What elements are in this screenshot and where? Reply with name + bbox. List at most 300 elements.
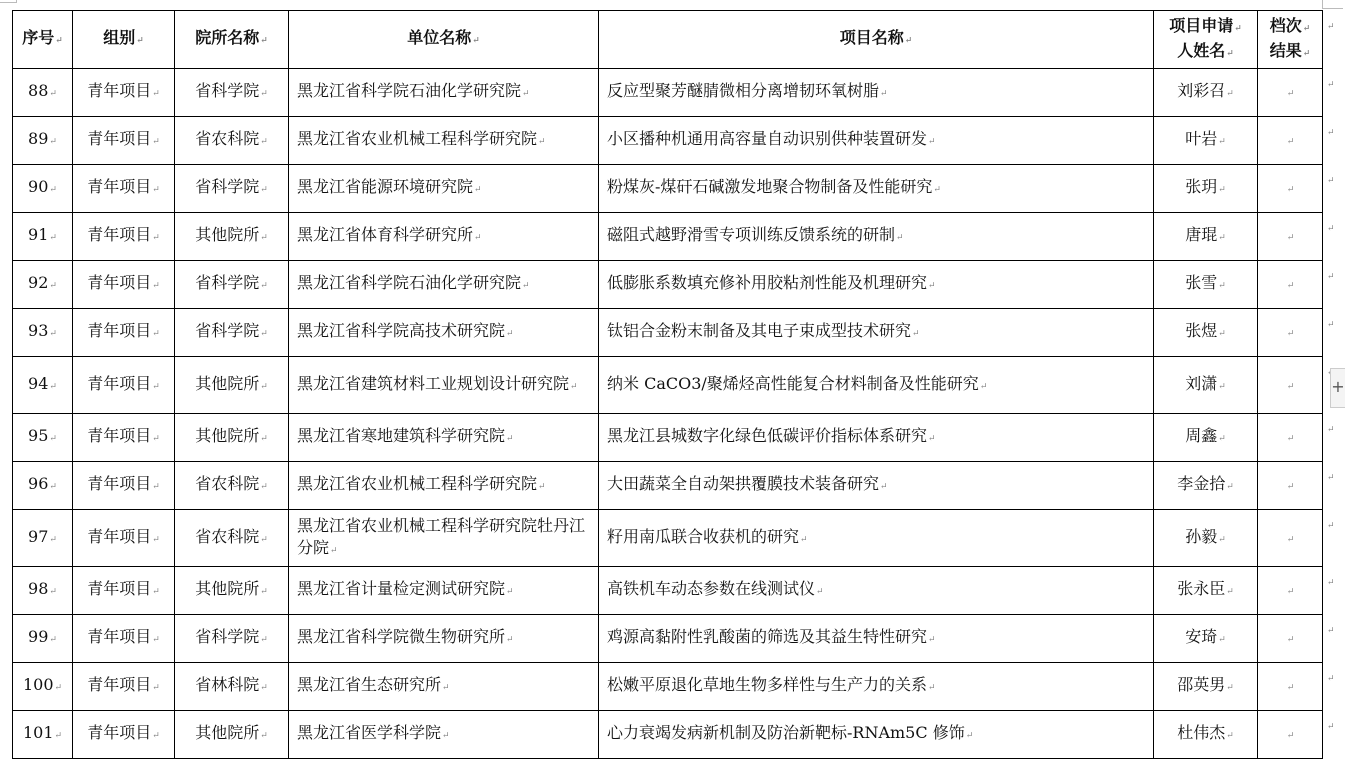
project-table (12, 10, 1323, 759)
end-of-row-mark-icon (1327, 473, 1335, 483)
paragraph-mark-icon (152, 535, 160, 545)
cell-applicant[interactable] (1154, 567, 1258, 615)
cell-institute[interactable] (175, 615, 289, 663)
paragraph-mark-icon (1287, 233, 1295, 243)
cell-applicant[interactable] (1154, 213, 1258, 261)
paragraph-mark-icon (506, 329, 514, 339)
cell-unit-text: 黑龙江省农业机械工程科学研究院牡丹江分院 (297, 515, 586, 557)
cell-group[interactable] (73, 663, 175, 711)
end-of-row-mark-icon (1327, 128, 1335, 138)
cell-institute[interactable] (175, 510, 289, 567)
cell-applicant[interactable] (1154, 711, 1258, 759)
end-of-row-mark-icon (1327, 272, 1335, 282)
paragraph-mark-icon (260, 683, 268, 693)
cell-result[interactable] (1258, 567, 1323, 615)
paragraph-mark-icon (1218, 434, 1226, 444)
cell-project[interactable] (599, 117, 1154, 165)
paragraph-mark-icon (1287, 482, 1295, 492)
cell-applicant-text: 张玥 (1185, 177, 1218, 196)
table-row (13, 414, 1323, 462)
cell-seq[interactable] (13, 663, 73, 711)
cell-seq[interactable] (13, 711, 73, 759)
cell-unit-text: 黑龙江省农业机械工程科学研究院 (297, 474, 538, 493)
cell-applicant[interactable] (1154, 615, 1258, 663)
cell-seq[interactable] (13, 69, 73, 117)
cell-applicant-text: 张永臣 (1177, 579, 1226, 598)
cell-project[interactable] (599, 165, 1154, 213)
paragraph-mark-icon (1218, 185, 1226, 195)
table-row (13, 462, 1323, 510)
cell-unit[interactable] (289, 261, 599, 309)
cell-group-text: 青年项目 (87, 273, 152, 292)
header-result: 档次 ↵ 结果 ↵ (1258, 11, 1323, 69)
cell-project-text: 大田蔬菜全自动架拱覆膜技术装备研究 (607, 474, 880, 493)
paragraph-mark-icon (152, 683, 160, 693)
table-row (13, 69, 1323, 117)
paragraph-mark-icon (880, 89, 888, 99)
paragraph-mark-icon (1287, 731, 1295, 741)
cell-unit-text: 黑龙江省生态研究所 (297, 675, 442, 694)
paragraph-mark-icon (1226, 683, 1234, 693)
cell-institute-text: 省科学院 (195, 177, 260, 196)
cell-project-text: 松嫩平原退化草地生物多样性与生产力的关系 (607, 675, 928, 694)
cell-applicant-text: 邵英男 (1177, 675, 1226, 694)
cell-seq[interactable] (13, 615, 73, 663)
cell-result[interactable] (1258, 309, 1323, 357)
cell-seq-text: 90 (28, 177, 49, 196)
cell-institute[interactable] (175, 414, 289, 462)
cell-institute-text: 省科学院 (195, 627, 260, 646)
cell-unit-text: 黑龙江省科学院石油化学研究院 (297, 81, 522, 100)
cell-institute-text: 其他院所 (195, 723, 260, 742)
paragraph-mark-icon (260, 137, 268, 147)
cell-group[interactable] (73, 414, 175, 462)
cell-result[interactable] (1258, 462, 1323, 510)
table-row (13, 663, 1323, 711)
paragraph-mark-icon (522, 281, 530, 291)
paragraph-mark-icon (260, 233, 268, 243)
cell-seq-text: 100 (22, 675, 54, 694)
paragraph-mark-icon (49, 89, 57, 99)
paragraph-mark-icon (49, 233, 57, 243)
cell-seq-text: 96 (28, 474, 49, 493)
paragraph-mark-icon (538, 137, 546, 147)
cell-unit[interactable] (289, 567, 599, 615)
paragraph-mark-icon (152, 587, 160, 597)
cell-institute-text: 省农科院 (195, 474, 260, 493)
cell-unit[interactable] (289, 615, 599, 663)
cell-unit[interactable] (289, 357, 599, 414)
cell-unit[interactable] (289, 510, 599, 567)
cell-unit[interactable] (289, 165, 599, 213)
cell-group[interactable] (73, 117, 175, 165)
end-of-row-mark-icon (1327, 578, 1335, 588)
paragraph-mark-icon (1218, 281, 1226, 291)
paragraph-mark-icon (933, 185, 941, 195)
cell-group-text: 青年项目 (87, 579, 152, 598)
paragraph-mark-icon (966, 731, 974, 741)
cell-seq-text: 91 (28, 225, 49, 244)
cell-seq[interactable] (13, 213, 73, 261)
paragraph-mark-icon (928, 137, 936, 147)
header-institute: 院所名称 ↵ (175, 11, 289, 69)
cell-institute-text: 省农科院 (195, 129, 260, 148)
paragraph-mark-icon (152, 89, 160, 99)
paragraph-mark-icon (442, 683, 450, 693)
cell-applicant[interactable] (1154, 462, 1258, 510)
cell-result[interactable] (1258, 357, 1323, 414)
header-group: 组别 ↵ (73, 11, 175, 69)
paragraph-mark-icon (49, 137, 57, 147)
cell-institute[interactable] (175, 357, 289, 414)
cell-institute[interactable] (175, 165, 289, 213)
cell-result[interactable] (1258, 711, 1323, 759)
paragraph-mark-icon (506, 587, 514, 597)
paragraph-mark-icon (1287, 382, 1295, 392)
paragraph-mark-icon (1287, 281, 1295, 291)
cell-unit-text: 黑龙江省建筑材料工业规划设计研究院 (297, 373, 570, 393)
end-of-row-mark-icon (1327, 224, 1335, 234)
cell-seq[interactable] (13, 117, 73, 165)
cell-applicant-text: 刘潇 (1185, 373, 1218, 393)
cell-group-text: 青年项目 (87, 129, 152, 148)
paragraph-mark-icon (1287, 683, 1295, 693)
cell-group-text: 青年项目 (87, 373, 152, 393)
cell-project[interactable] (599, 462, 1154, 510)
paragraph-mark-icon (928, 683, 936, 693)
cell-applicant[interactable] (1154, 510, 1258, 567)
cell-project[interactable] (599, 510, 1154, 567)
cell-seq-text: 99 (28, 627, 49, 646)
paragraph-mark-icon (1287, 535, 1295, 545)
paragraph-mark-icon (570, 382, 578, 392)
cell-unit[interactable] (289, 309, 599, 357)
paragraph-mark-icon (506, 635, 514, 645)
cell-seq[interactable] (13, 357, 73, 414)
cell-unit-text: 黑龙江省能源环境研究院 (297, 177, 474, 196)
cell-institute-text: 其他院所 (195, 579, 260, 598)
cell-seq-text: 94 (28, 373, 49, 393)
paragraph-mark-icon (928, 281, 936, 291)
cell-applicant[interactable] (1154, 663, 1258, 711)
paragraph-mark-icon (1287, 137, 1295, 147)
paragraph-mark-icon (49, 382, 57, 392)
cell-group[interactable] (73, 462, 175, 510)
cell-group-text: 青年项目 (87, 627, 152, 646)
cell-project-text: 钛铝合金粉末制备及其电子束成型技术研究 (607, 321, 912, 340)
cell-applicant-text: 孙毅 (1185, 526, 1218, 546)
paragraph-mark-icon (880, 482, 888, 492)
cell-applicant-text: 李金拾 (1177, 474, 1226, 493)
cell-applicant-text: 安琦 (1185, 627, 1218, 646)
cell-seq[interactable] (13, 414, 73, 462)
cell-institute[interactable] (175, 711, 289, 759)
cell-seq[interactable] (13, 567, 73, 615)
cell-institute[interactable] (175, 261, 289, 309)
cell-result[interactable] (1258, 261, 1323, 309)
cell-group[interactable] (73, 165, 175, 213)
paragraph-mark-icon (49, 281, 57, 291)
cell-result[interactable] (1258, 69, 1323, 117)
cell-project[interactable] (599, 261, 1154, 309)
cell-project[interactable] (599, 309, 1154, 357)
paragraph-mark-icon (152, 635, 160, 645)
table-header-row (13, 11, 1323, 69)
paragraph-mark-icon (474, 185, 482, 195)
cell-unit-text: 黑龙江省科学院石油化学研究院 (297, 273, 522, 292)
page-corner-mark (0, 0, 17, 3)
paragraph-mark-icon (49, 329, 57, 339)
paragraph-mark-icon (1218, 635, 1226, 645)
cell-applicant-text: 张煜 (1185, 321, 1218, 340)
paragraph-mark-icon (1226, 89, 1234, 99)
cell-institute-text: 省林科院 (195, 675, 260, 694)
paragraph-mark-icon (49, 434, 57, 444)
cell-applicant[interactable] (1154, 414, 1258, 462)
cell-seq[interactable] (13, 510, 73, 567)
cell-unit[interactable] (289, 462, 599, 510)
paragraph-mark-icon (538, 482, 546, 492)
table-row (13, 117, 1323, 165)
paragraph-mark-icon (1218, 329, 1226, 339)
cell-seq-text: 89 (28, 129, 49, 148)
cell-institute-text: 其他院所 (195, 426, 260, 445)
cell-applicant[interactable] (1154, 117, 1258, 165)
table-row (13, 711, 1323, 759)
paragraph-mark-icon (1287, 329, 1295, 339)
cell-unit-text: 黑龙江省计量检定测试研究院 (297, 579, 506, 598)
cell-result[interactable] (1258, 510, 1323, 567)
cell-group[interactable] (73, 567, 175, 615)
cell-seq-text: 98 (28, 579, 49, 598)
paragraph-mark-icon (1218, 233, 1226, 243)
cell-unit[interactable] (289, 213, 599, 261)
cell-project-text: 低膨胀系数填充修补用胶粘剂性能及机理研究 (607, 273, 928, 292)
cell-seq-text: 101 (22, 723, 54, 742)
cell-project-text: 粉煤灰-煤矸石碱激发地聚合物制备及性能研究 (607, 177, 933, 196)
paragraph-mark-icon (260, 535, 268, 545)
cell-unit-text: 黑龙江省科学院高技术研究院 (297, 321, 506, 340)
cell-project-text: 磁阻式越野滑雪专项训练反馈系统的研制 (607, 225, 896, 244)
cell-group[interactable] (73, 213, 175, 261)
paragraph-mark-icon (800, 535, 808, 545)
cell-institute[interactable] (175, 663, 289, 711)
cell-group-text: 青年项目 (87, 225, 152, 244)
cell-applicant[interactable] (1154, 69, 1258, 117)
paragraph-mark-icon (49, 635, 57, 645)
paragraph-mark-icon (152, 233, 160, 243)
paragraph-mark-icon (260, 482, 268, 492)
cell-group[interactable] (73, 69, 175, 117)
paragraph-mark-icon (55, 731, 63, 741)
cell-result[interactable] (1258, 663, 1323, 711)
paragraph-mark-icon (49, 535, 57, 545)
page-corner-mark (1322, 0, 1343, 9)
cell-applicant[interactable] (1154, 165, 1258, 213)
cell-applicant-text: 刘彩召 (1177, 81, 1226, 100)
cell-group[interactable] (73, 510, 175, 567)
cell-applicant[interactable] (1154, 309, 1258, 357)
table-row (13, 567, 1323, 615)
cell-project[interactable] (599, 414, 1154, 462)
cell-result[interactable] (1258, 615, 1323, 663)
cell-institute[interactable] (175, 117, 289, 165)
cell-group-text: 青年项目 (87, 81, 152, 100)
header-unit: 单位名称 ↵ (289, 11, 599, 69)
cell-seq[interactable] (13, 165, 73, 213)
cell-result[interactable] (1258, 165, 1323, 213)
cell-project-text: 反应型聚芳醚腈微相分离增韧环氧树脂 (607, 81, 880, 100)
paragraph-mark-icon (152, 281, 160, 291)
cell-seq-text: 88 (28, 81, 49, 100)
cell-project-text: 高铁机车动态参数在线测试仪 (607, 579, 816, 598)
cell-project-text: 心力衰竭发病新机制及防治新靶标-RNAm5C 修饰 (607, 723, 965, 742)
paragraph-mark-icon (260, 587, 268, 597)
paragraph-mark-icon (1287, 635, 1295, 645)
cell-seq[interactable] (13, 309, 73, 357)
cell-unit[interactable] (289, 117, 599, 165)
paragraph-mark-icon (260, 635, 268, 645)
paragraph-mark-icon (522, 89, 530, 99)
cell-project-text: 籽用南瓜联合收获机的研究 (607, 526, 800, 546)
cell-group[interactable] (73, 261, 175, 309)
paragraph-mark-icon (1226, 482, 1234, 492)
cell-project[interactable] (599, 567, 1154, 615)
cell-applicant-text: 杜伟杰 (1177, 723, 1226, 742)
paragraph-mark-icon (980, 382, 988, 392)
cell-unit-text: 黑龙江省科学院微生物研究所 (297, 627, 506, 646)
cell-project[interactable] (599, 615, 1154, 663)
end-of-row-mark-icon (1327, 521, 1335, 531)
cell-project[interactable] (599, 711, 1154, 759)
cell-applicant[interactable] (1154, 261, 1258, 309)
cell-institute[interactable] (175, 213, 289, 261)
end-of-row-mark-icon (1327, 425, 1335, 435)
cell-result[interactable] (1258, 117, 1323, 165)
paragraph-mark-icon (152, 382, 160, 392)
cell-institute[interactable] (175, 309, 289, 357)
cell-unit[interactable] (289, 711, 599, 759)
paragraph-mark-icon (816, 587, 824, 597)
cell-group[interactable] (73, 309, 175, 357)
paragraph-mark-icon (1287, 434, 1295, 444)
cell-result[interactable] (1258, 414, 1323, 462)
paragraph-mark-icon (55, 683, 63, 693)
cell-unit-text: 黑龙江省体育科学研究所 (297, 225, 474, 244)
cell-project-text: 纳米 CaCO3/聚烯烃高性能复合材料制备及性能研究 (607, 373, 979, 393)
cell-institute-text: 省科学院 (195, 81, 260, 100)
paragraph-mark-icon (260, 185, 268, 195)
table-row (13, 213, 1323, 261)
cell-group[interactable] (73, 615, 175, 663)
paragraph-mark-icon (474, 233, 482, 243)
paragraph-mark-icon (260, 434, 268, 444)
add-row-button[interactable]: + (1330, 368, 1345, 408)
paragraph-mark-icon (152, 137, 160, 147)
cell-unit[interactable] (289, 414, 599, 462)
cell-project[interactable] (599, 69, 1154, 117)
cell-project[interactable] (599, 357, 1154, 414)
paragraph-mark-icon (1287, 587, 1295, 597)
cell-seq[interactable] (13, 462, 73, 510)
cell-group-text: 青年项目 (87, 723, 152, 742)
cell-group[interactable] (73, 711, 175, 759)
cell-institute-text: 省科学院 (195, 321, 260, 340)
cell-seq[interactable] (13, 261, 73, 309)
table-row (13, 261, 1323, 309)
cell-group-text: 青年项目 (87, 474, 152, 493)
cell-applicant-text: 叶岩 (1185, 129, 1218, 148)
cell-unit-text: 黑龙江省农业机械工程科学研究院 (297, 129, 538, 148)
cell-applicant[interactable] (1154, 357, 1258, 414)
table-row (13, 309, 1323, 357)
paragraph-mark-icon (896, 233, 904, 243)
end-of-row-mark-icon (1327, 626, 1335, 636)
cell-institute-text: 省农科院 (195, 526, 260, 546)
end-of-row-mark-icon (1327, 674, 1335, 684)
paragraph-mark-icon (1226, 731, 1234, 741)
cell-institute[interactable] (175, 69, 289, 117)
paragraph-mark-icon (49, 587, 57, 597)
cell-project-text: 黑龙江县城数字化绿色低碳评价指标体系研究 (607, 426, 928, 445)
paragraph-mark-icon (506, 434, 514, 444)
cell-project[interactable] (599, 213, 1154, 261)
cell-institute[interactable] (175, 567, 289, 615)
paragraph-mark-icon (260, 281, 268, 291)
paragraph-mark-icon (152, 329, 160, 339)
cell-institute[interactable] (175, 462, 289, 510)
paragraph-mark-icon (1218, 535, 1226, 545)
cell-group-text: 青年项目 (87, 675, 152, 694)
cell-project[interactable] (599, 663, 1154, 711)
cell-unit-text: 黑龙江省寒地建筑科学研究院 (297, 426, 506, 445)
paragraph-mark-icon (260, 731, 268, 741)
cell-applicant-text: 张雪 (1185, 273, 1218, 292)
cell-institute-text: 其他院所 (195, 373, 260, 393)
cell-result[interactable] (1258, 213, 1323, 261)
end-of-row-mark-icon (1327, 320, 1335, 330)
header-seq: 序号 ↵ (13, 11, 73, 69)
cell-institute-text: 省科学院 (195, 273, 260, 292)
header-applicant: 项目申请 ↵ 人姓名 ↵ (1154, 11, 1258, 69)
cell-group[interactable] (73, 357, 175, 414)
cell-institute-text: 其他院所 (195, 225, 260, 244)
paragraph-mark-icon (928, 635, 936, 645)
cell-project-text: 小区播种机通用高容量自动识别供种装置研发 (607, 129, 928, 148)
table-row (13, 615, 1323, 663)
paragraph-mark-icon (1287, 89, 1295, 99)
end-of-row-mark-icon (1327, 22, 1335, 32)
cell-seq-text: 92 (28, 273, 49, 292)
cell-applicant-text: 唐琨 (1185, 225, 1218, 244)
paragraph-mark-icon (152, 731, 160, 741)
paragraph-mark-icon (152, 185, 160, 195)
cell-project-text: 鸡源高黏附性乳酸菌的筛选及其益生特性研究 (607, 627, 928, 646)
header-project: 项目名称 ↵ (599, 11, 1154, 69)
paragraph-mark-icon (260, 382, 268, 392)
paragraph-mark-icon (260, 329, 268, 339)
cell-group-text: 青年项目 (87, 177, 152, 196)
paragraph-mark-icon (49, 185, 57, 195)
cell-seq-text: 95 (28, 426, 49, 445)
cell-unit[interactable] (289, 663, 599, 711)
cell-unit[interactable] (289, 69, 599, 117)
table-row (13, 165, 1323, 213)
paragraph-mark-icon (152, 434, 160, 444)
cell-unit-text: 黑龙江省医学科学院 (297, 723, 442, 742)
table-row (13, 357, 1323, 414)
end-of-row-mark-icon (1327, 722, 1335, 732)
